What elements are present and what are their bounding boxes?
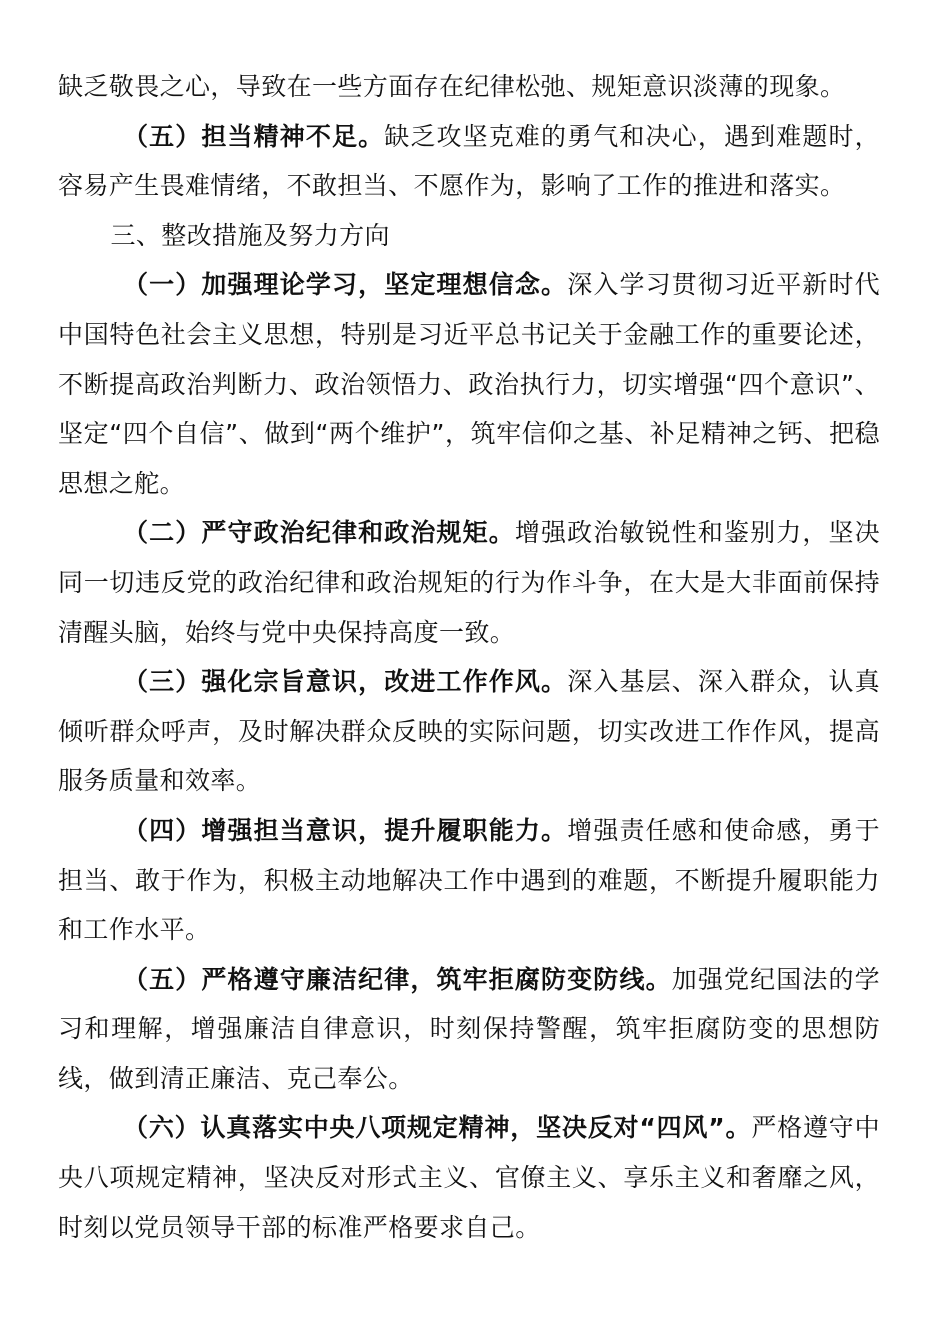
paragraph-measure-1 [58, 260, 880, 508]
paragraph-measure-5 [58, 955, 880, 1104]
paragraph-measure-3 [58, 657, 880, 806]
paragraph-lead: （五）严格遵守廉洁纪律，筑牢拒腐防变防线。 [123, 964, 672, 994]
section-heading-3 [58, 211, 880, 261]
section-heading-text: 三、整改措施及努力方向 [110, 220, 390, 250]
paragraph-lead: （六）认真落实中央八项规定精神，坚决反对“四风”。 [123, 1113, 752, 1143]
document-page [58, 62, 880, 1252]
paragraph-text: 严格遵守中央八项规定精神，坚决反对形式主义、官僚主义、享乐主义和奢靡之风，时刻以党员领导干部的标准严格要求自己。 [58, 1113, 880, 1242]
paragraph-lead: （四）增强担当意识，提升履职能力。 [123, 815, 568, 845]
paragraph-lead: （一）加强理论学习，坚定理想信念。 [123, 270, 568, 300]
paragraph-measure-2 [58, 508, 880, 657]
paragraph-text: 缺乏敬畏之心，导致在一些方面存在纪律松弛、规矩意识淡薄的现象。 [58, 72, 846, 101]
paragraph-text: 缺乏攻坚克难的勇气和决心，遇到难题时，容易产生畏难情绪，不敢担当、不愿作为，影响了工作的推进和落实。 [58, 121, 880, 201]
paragraph-text: 深入基层、深入群众，认真倾听群众呼声，及时解决群众反映的实际问题，切实改进工作作风，提高服务质量和效率。 [58, 667, 880, 796]
paragraph-lead: （二）严守政治纪律和政治规矩。 [123, 518, 515, 548]
paragraph-text: 增强责任感和使命感，勇于担当、敢于作为，积极主动地解决工作中遇到的难题，不断提升履职能力和工作水平。 [58, 815, 880, 945]
paragraph-text: 深入学习贯彻习近平新时代中国特色社会主义思想，特别是习近平总书记关于金融工作的重要论述，不断提高政治判断力、政治领悟力、政治执行力，切实增强“四个意识”、坚定“四个自信”、做到“两个维护”，筑牢信仰之基、补足精神之钙、把稳思想之舵。 [58, 270, 880, 498]
paragraph-continuation [58, 62, 880, 112]
paragraph-text: 增强政治敏锐性和鉴别力，坚决同一切违反党的政治纪律和政治规矩的行为作斗争，在大是大非面前保持清醒头脑，始终与党中央保持高度一致。 [58, 518, 880, 647]
paragraph-text: 加强党纪国法的学习和理解，增强廉洁自律意识，时刻保持警醒，筑牢拒腐防变的思想防线，做到清正廉洁、克己奉公。 [58, 964, 881, 1093]
paragraph-measure-4 [58, 806, 880, 955]
paragraph-problem-5 [58, 112, 880, 211]
paragraph-lead: （三）强化宗旨意识，改进工作作风。 [123, 667, 568, 697]
paragraph-measure-6 [58, 1103, 880, 1252]
paragraph-lead: （五）担当精神不足。 [123, 121, 385, 151]
